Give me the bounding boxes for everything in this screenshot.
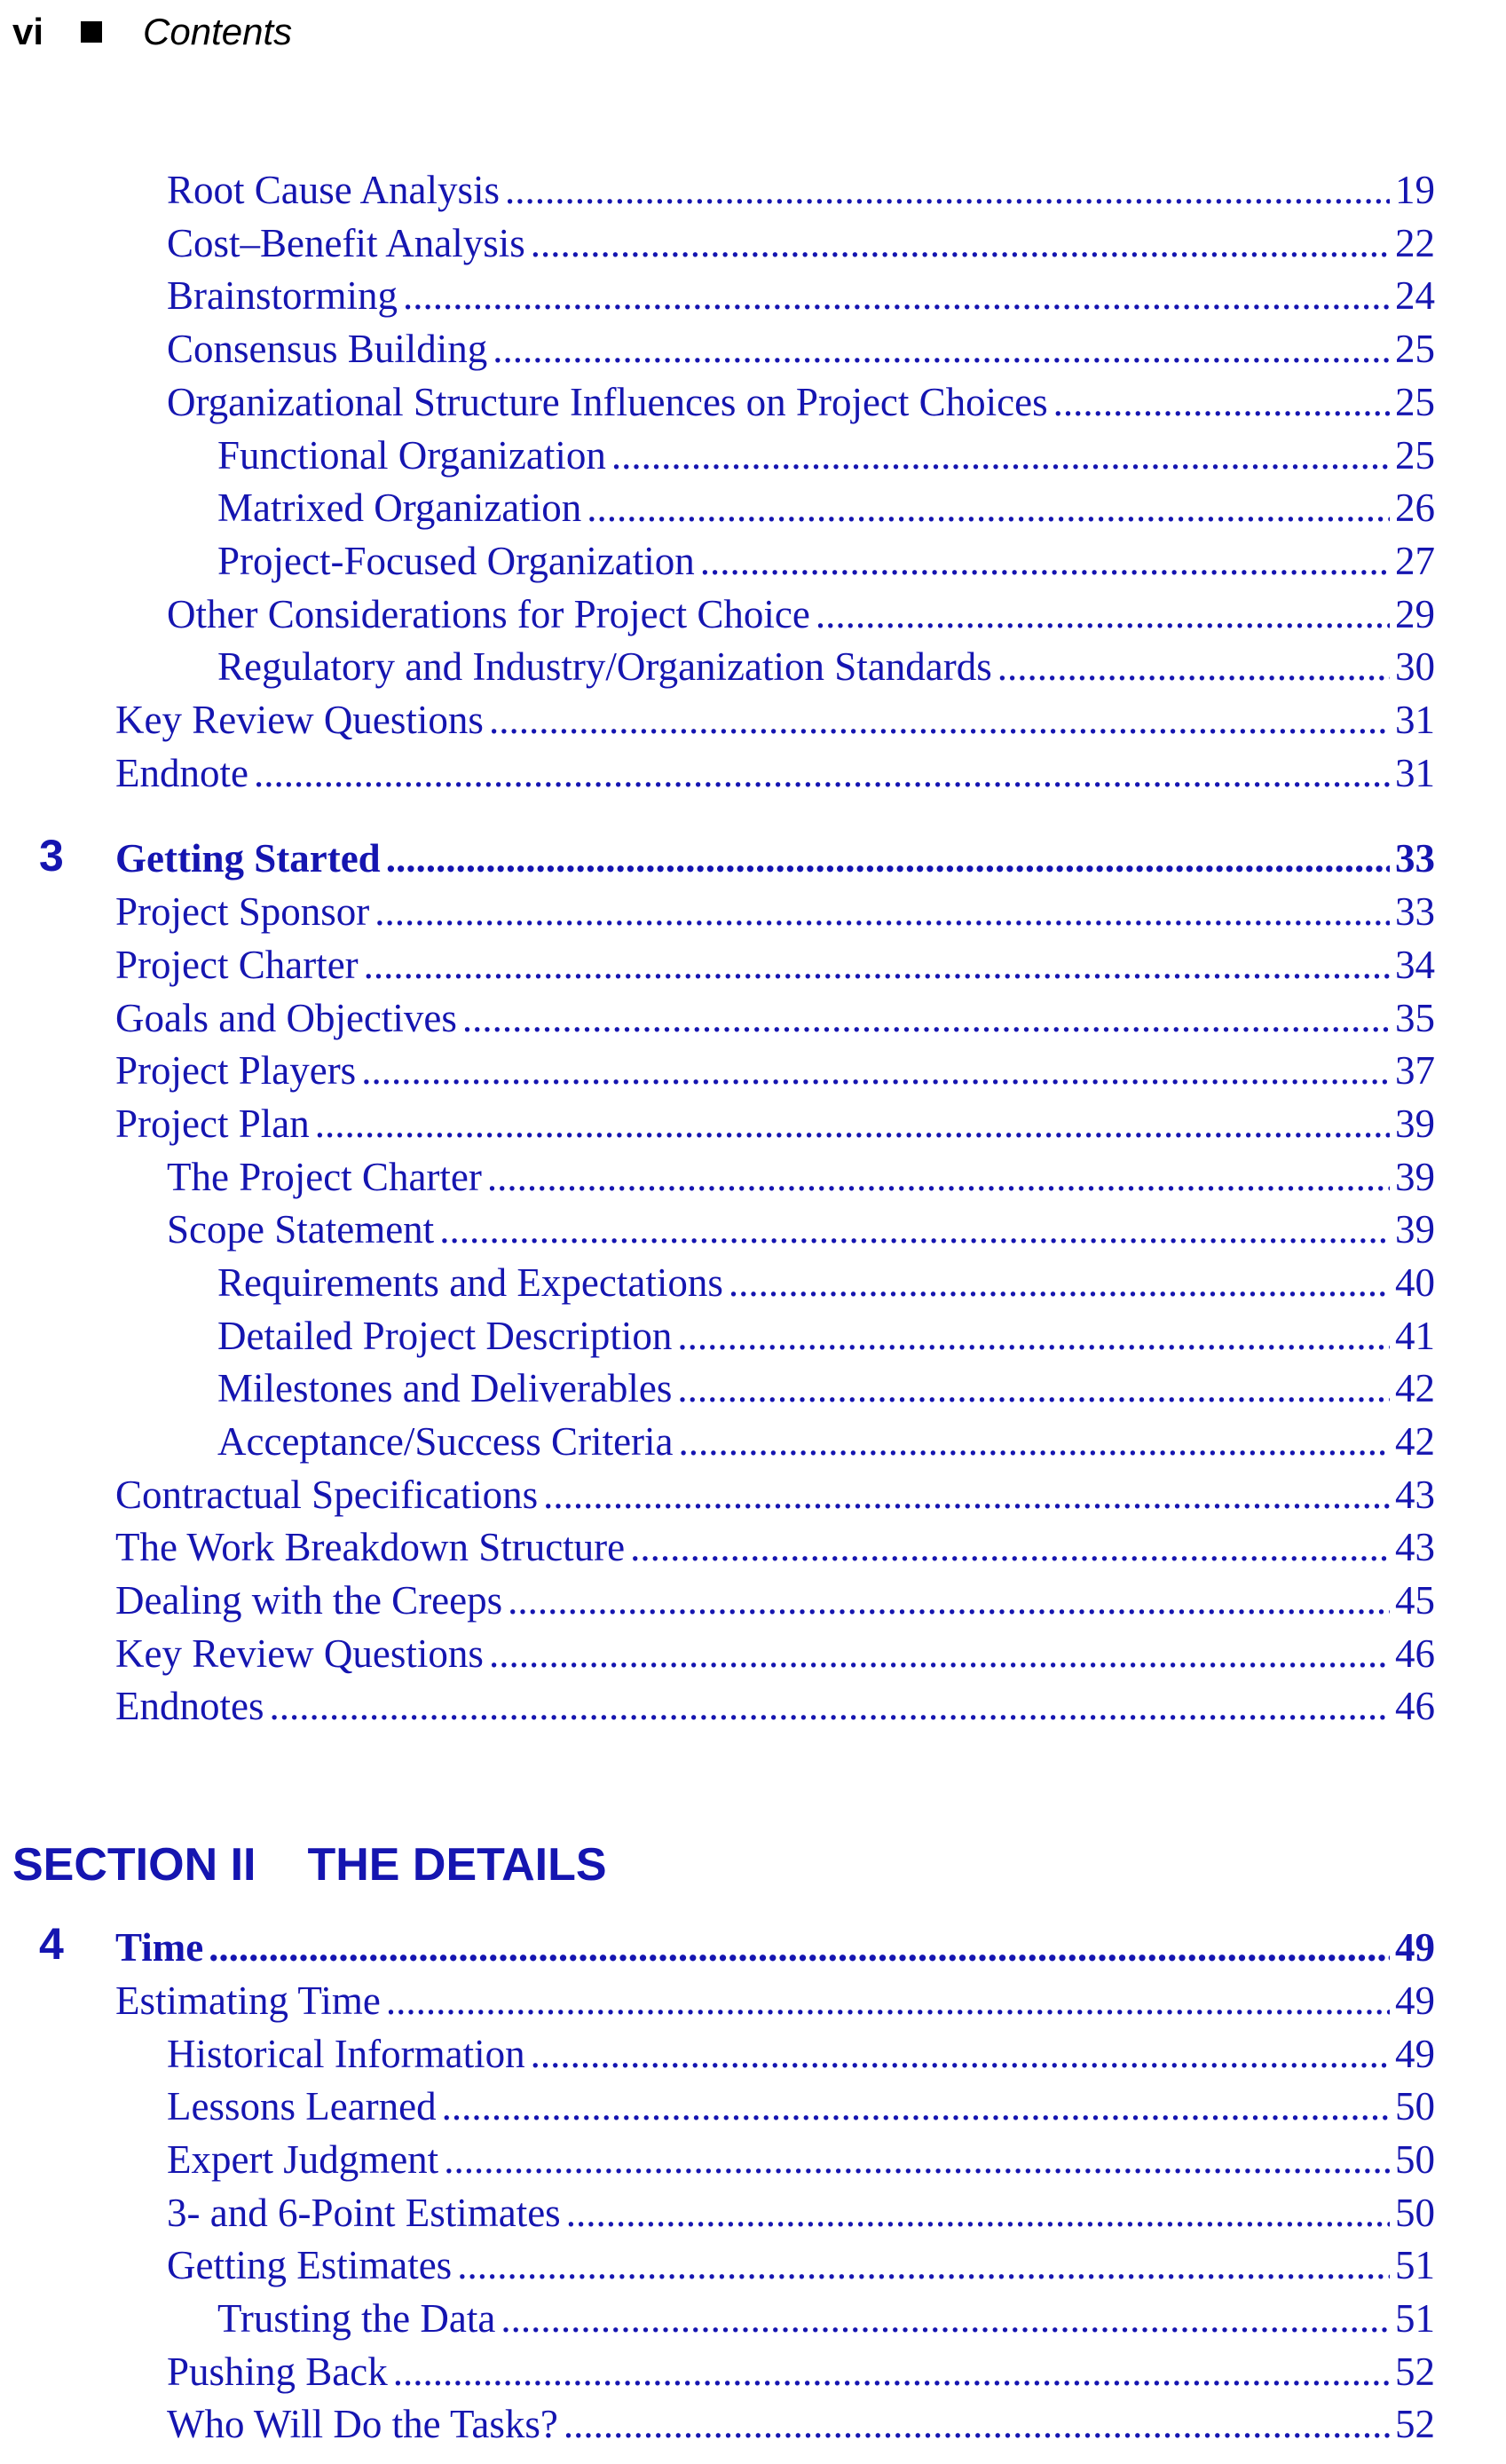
section-heading[interactable] bbox=[12, 1834, 607, 1896]
toc-entry-title: Acceptance/Success Criteria bbox=[217, 1419, 674, 1464]
toc-entry-title: Root Cause Analysis bbox=[167, 168, 501, 212]
toc-entry-title: Endnotes bbox=[115, 1684, 264, 1728]
toc-entry-title: The Project Charter bbox=[167, 1155, 482, 1199]
chapter-number: 3 bbox=[39, 831, 64, 881]
leader-dots bbox=[375, 885, 1390, 938]
chapter-entry[interactable] bbox=[115, 832, 1435, 885]
toc-entry-title: Project-Focused Organization bbox=[217, 539, 695, 583]
section-label: SECTION II bbox=[12, 1839, 256, 1891]
toc-entry-page: 50 bbox=[1395, 2137, 1435, 2182]
toc-entry[interactable] bbox=[167, 2345, 1435, 2398]
toc-entry-title: Consensus Building bbox=[167, 327, 488, 371]
toc-entry[interactable] bbox=[217, 481, 1435, 534]
toc-entry-title: Contractual Specifications bbox=[115, 1473, 539, 1517]
chapter-page: 49 bbox=[1395, 1925, 1435, 1970]
toc-entry-page: 25 bbox=[1395, 433, 1435, 478]
leader-dots bbox=[493, 322, 1390, 375]
toc-entry-page: 46 bbox=[1395, 1684, 1435, 1728]
toc-entry-page: 51 bbox=[1395, 2296, 1435, 2341]
toc-entry-page: 22 bbox=[1395, 221, 1435, 265]
toc-entry-title: Estimating Time bbox=[115, 1978, 381, 2023]
toc-entry[interactable] bbox=[217, 534, 1435, 588]
leader-dots bbox=[677, 1309, 1390, 1362]
leader-dots bbox=[444, 2133, 1390, 2186]
leader-dots bbox=[364, 938, 1390, 991]
toc-entry-title: Milestones and Deliverables bbox=[217, 1366, 673, 1410]
toc-entry[interactable] bbox=[217, 2292, 1435, 2345]
leader-dots bbox=[505, 163, 1390, 217]
toc-entry-page: 52 bbox=[1395, 2402, 1435, 2446]
toc-entry-title: Project Players bbox=[115, 1048, 357, 1093]
chapter-number: 4 bbox=[39, 1919, 64, 1969]
toc-entry[interactable] bbox=[115, 1520, 1435, 1574]
toc-entry[interactable] bbox=[217, 1309, 1435, 1362]
toc-entry-page: 29 bbox=[1395, 592, 1435, 636]
toc-entry-page: 49 bbox=[1395, 2032, 1435, 2076]
toc-entry-title: 3- and 6-Point Estimates bbox=[167, 2191, 561, 2235]
toc-entry-title: Who Will Do the Tasks? bbox=[167, 2402, 558, 2446]
toc-entry[interactable] bbox=[167, 375, 1435, 429]
toc-entry-page: 41 bbox=[1395, 1314, 1435, 1358]
toc-entry[interactable] bbox=[167, 1203, 1435, 1256]
toc-entry-title: Endnote bbox=[115, 751, 248, 795]
chapter-entry[interactable] bbox=[115, 1921, 1435, 1974]
leader-dots bbox=[997, 640, 1390, 693]
toc-entry[interactable] bbox=[217, 429, 1435, 482]
toc-entry[interactable] bbox=[167, 217, 1435, 270]
chapter-page: 33 bbox=[1395, 836, 1435, 881]
toc-entry[interactable] bbox=[217, 640, 1435, 693]
toc-entry-page: 25 bbox=[1395, 327, 1435, 371]
toc-entry-title: Getting Estimates bbox=[167, 2243, 453, 2287]
leader-dots bbox=[566, 2186, 1390, 2239]
leader-dots bbox=[630, 1520, 1390, 1574]
toc-entry[interactable] bbox=[167, 588, 1435, 641]
leader-dots bbox=[611, 429, 1390, 482]
leader-dots bbox=[386, 1974, 1390, 2027]
toc-entry-title: Other Considerations for Project Choice bbox=[167, 592, 810, 636]
toc-entry[interactable] bbox=[217, 1256, 1435, 1309]
toc-entry[interactable] bbox=[115, 885, 1435, 938]
toc-entry-page: 19 bbox=[1395, 168, 1435, 212]
leader-dots bbox=[531, 2027, 1390, 2081]
running-header bbox=[12, 5, 292, 59]
toc-entry-page: 52 bbox=[1395, 2349, 1435, 2394]
toc-entry-title: Goals and Objectives bbox=[115, 996, 457, 1040]
toc-entry-page: 49 bbox=[1395, 1978, 1435, 2023]
toc-entry-page: 34 bbox=[1395, 943, 1435, 987]
leader-dots bbox=[462, 991, 1390, 1045]
leader-dots bbox=[543, 1468, 1390, 1521]
toc-entry-page: 42 bbox=[1395, 1366, 1435, 1410]
toc-entry-page: 43 bbox=[1395, 1473, 1435, 1517]
toc-entry-title: The Work Breakdown Structure bbox=[115, 1525, 626, 1569]
toc-entry[interactable] bbox=[167, 2133, 1435, 2186]
leader-dots bbox=[457, 2239, 1390, 2292]
toc-entry[interactable] bbox=[115, 1974, 1435, 2027]
toc-entry[interactable] bbox=[115, 938, 1435, 991]
toc-entry[interactable] bbox=[167, 2397, 1435, 2451]
toc-entry-page: 31 bbox=[1395, 751, 1435, 795]
header-title: Contents bbox=[143, 11, 293, 52]
toc-entry-title: Trusting the Data bbox=[217, 2296, 496, 2341]
leader-dots bbox=[442, 2080, 1390, 2133]
leader-dots bbox=[508, 1574, 1390, 1627]
toc-entry-title: Project Charter bbox=[115, 943, 359, 987]
toc-entry-title: Historical Information bbox=[167, 2032, 525, 2076]
toc-entry-page: 33 bbox=[1395, 889, 1435, 934]
toc-entry-page: 39 bbox=[1395, 1207, 1435, 1252]
toc-entry-title: Functional Organization bbox=[217, 433, 606, 478]
leader-dots bbox=[677, 1362, 1390, 1415]
toc-entry[interactable] bbox=[217, 1362, 1435, 1415]
toc-entry-title: Requirements and Expectations bbox=[217, 1260, 723, 1305]
toc-entry-title: Project Plan bbox=[115, 1102, 310, 1146]
toc-entry-page: 30 bbox=[1395, 644, 1435, 689]
toc-entry[interactable] bbox=[167, 163, 1435, 217]
leader-dots bbox=[564, 2397, 1390, 2451]
toc-entry-page: 46 bbox=[1395, 1631, 1435, 1676]
toc-entry-title: Key Review Questions bbox=[115, 1631, 484, 1676]
toc-entry-title: Scope Statement bbox=[167, 1207, 435, 1252]
toc-entry[interactable] bbox=[115, 1574, 1435, 1627]
toc-entry[interactable] bbox=[115, 1097, 1435, 1150]
chapter-title: Getting Started bbox=[115, 836, 381, 881]
toc-entry-title: Key Review Questions bbox=[115, 698, 484, 742]
toc-entry-page: 25 bbox=[1395, 380, 1435, 424]
toc-entry[interactable] bbox=[115, 991, 1435, 1045]
toc-entry-page: 31 bbox=[1395, 698, 1435, 742]
toc-entry-title: Expert Judgment bbox=[167, 2137, 439, 2182]
toc-entry-page: 45 bbox=[1395, 1578, 1435, 1623]
chapter-title: Time bbox=[115, 1925, 204, 1970]
leader-dots bbox=[315, 1097, 1390, 1150]
toc-entry-title: Organizational Structure Influences on Project Choices bbox=[167, 380, 1048, 424]
toc-entry[interactable] bbox=[167, 2239, 1435, 2292]
leader-dots bbox=[489, 1627, 1390, 1680]
toc-entry[interactable] bbox=[115, 1044, 1435, 1097]
leader-dots bbox=[403, 269, 1390, 322]
leader-dots bbox=[501, 2292, 1390, 2345]
toc-entry-page: 37 bbox=[1395, 1048, 1435, 1093]
toc-entry-title: Detailed Project Description bbox=[217, 1314, 673, 1358]
toc-entry-page: 50 bbox=[1395, 2084, 1435, 2128]
toc-entry-page: 35 bbox=[1395, 996, 1435, 1040]
toc-entry-title: Dealing with the Creeps bbox=[115, 1578, 503, 1623]
toc-entry-page: 27 bbox=[1395, 539, 1435, 583]
leader-dots bbox=[531, 217, 1390, 270]
leader-dots bbox=[1053, 375, 1390, 429]
toc-entry-page: 51 bbox=[1395, 2243, 1435, 2287]
section-name: THE DETAILS bbox=[307, 1839, 607, 1891]
toc-entry[interactable] bbox=[167, 2186, 1435, 2239]
toc-entry-page: 26 bbox=[1395, 486, 1435, 530]
leader-dots bbox=[439, 1203, 1390, 1256]
toc-entry[interactable] bbox=[115, 693, 1435, 746]
leader-dots bbox=[679, 1415, 1390, 1468]
toc-entry-page: 40 bbox=[1395, 1260, 1435, 1305]
leader-dots bbox=[489, 693, 1390, 746]
toc-entry-title: Lessons Learned bbox=[167, 2084, 437, 2128]
leader-dots bbox=[269, 1679, 1390, 1733]
leader-dots bbox=[254, 746, 1390, 800]
leader-dots bbox=[487, 1150, 1390, 1204]
toc-entry-title: Regulatory and Industry/Organization Standards bbox=[217, 644, 992, 689]
toc-entry-page: 50 bbox=[1395, 2191, 1435, 2235]
leader-dots bbox=[729, 1256, 1390, 1309]
leader-dots bbox=[816, 588, 1390, 641]
toc-entry-title: Cost–Benefit Analysis bbox=[167, 221, 525, 265]
toc-entry[interactable] bbox=[217, 1415, 1435, 1468]
leader-dots bbox=[361, 1044, 1390, 1097]
leader-dots bbox=[700, 534, 1390, 588]
leader-dots bbox=[386, 832, 1390, 885]
toc-entry[interactable] bbox=[167, 322, 1435, 375]
toc-entry[interactable] bbox=[115, 1468, 1435, 1521]
header-page-number: vi bbox=[12, 11, 44, 52]
toc-entry-page: 24 bbox=[1395, 273, 1435, 318]
toc-entry[interactable] bbox=[115, 746, 1435, 800]
leader-dots bbox=[209, 1921, 1390, 1974]
leader-dots bbox=[393, 2345, 1390, 2398]
toc-entry-page: 39 bbox=[1395, 1102, 1435, 1146]
toc-entry[interactable] bbox=[115, 1679, 1435, 1733]
leader-dots bbox=[587, 481, 1390, 534]
toc-entry-page: 43 bbox=[1395, 1525, 1435, 1569]
toc-entry[interactable] bbox=[115, 1627, 1435, 1680]
toc-entry-page: 42 bbox=[1395, 1419, 1435, 1464]
toc-entry-title: Brainstorming bbox=[167, 273, 398, 318]
toc-entry-title: Project Sponsor bbox=[115, 889, 370, 934]
toc-entry[interactable] bbox=[167, 269, 1435, 322]
toc-entry[interactable] bbox=[167, 1150, 1435, 1204]
square-bullet-icon bbox=[81, 21, 102, 43]
toc-entry[interactable] bbox=[167, 2080, 1435, 2133]
toc-entry-title: Pushing Back bbox=[167, 2349, 388, 2394]
toc-entry-title: Matrixed Organization bbox=[217, 486, 582, 530]
toc-entry[interactable] bbox=[167, 2027, 1435, 2081]
toc-entry-page: 39 bbox=[1395, 1155, 1435, 1199]
